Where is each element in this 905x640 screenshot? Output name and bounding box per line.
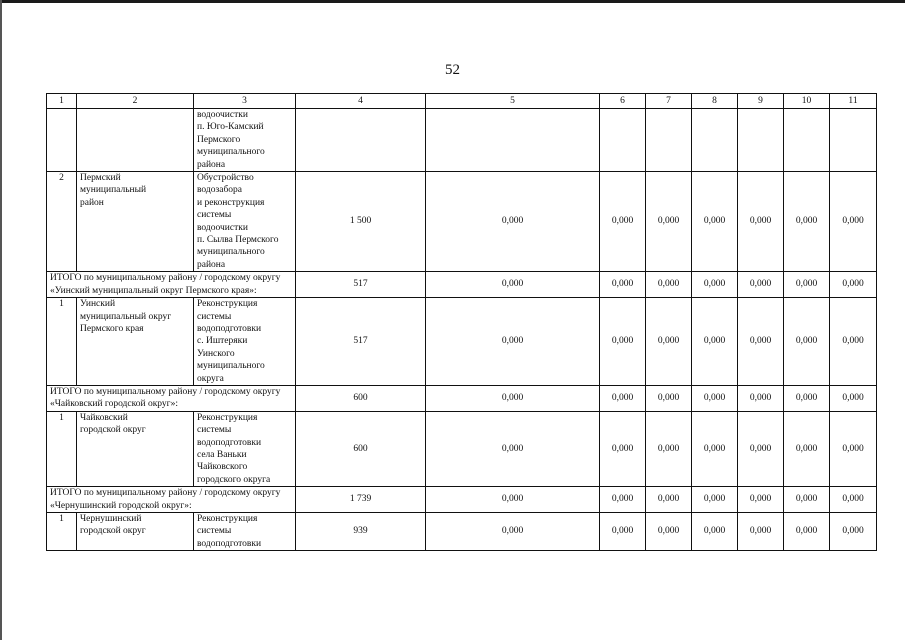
- value-cell: 0,000: [646, 298, 692, 386]
- total-label: ИТОГО по муниципальному району / городскому округу «Чайковский городской округ»:: [47, 385, 296, 411]
- municipality-cell: [77, 298, 194, 386]
- value-cell: 0,000: [692, 272, 738, 298]
- value-cell: 0,000: [600, 513, 646, 551]
- column-header: 4: [296, 94, 426, 109]
- value-cell: 0,000: [784, 298, 830, 386]
- municipality-name: Чайковский городской округ: [80, 412, 146, 436]
- project-name: Реконструкция системы водоподготовки с. Иштеряки Уинского муниципального округа: [197, 299, 265, 384]
- value-cell: 0,000: [426, 411, 600, 486]
- column-header: 2: [77, 94, 194, 109]
- project-cell: [194, 513, 296, 551]
- column-header: 7: [646, 94, 692, 109]
- value-cell: 0,000: [784, 411, 830, 486]
- project-name: водоочистки п. Юго-Камский Пермского муниципального района: [197, 110, 265, 170]
- value-cell: 0,000: [692, 172, 738, 272]
- value-cell: [784, 109, 830, 172]
- value-cell: 0,000: [426, 272, 600, 298]
- value-cell: 0,000: [600, 487, 646, 513]
- scan-edge-left: [0, 0, 2, 640]
- municipality-cell: [77, 411, 194, 486]
- header-row: [47, 94, 877, 109]
- row-index: 2: [47, 172, 77, 272]
- value-cell: 0,000: [646, 385, 692, 411]
- value-cell: 0,000: [426, 385, 600, 411]
- value-cell: 0,000: [646, 513, 692, 551]
- table-row: [47, 411, 877, 486]
- value-cell: 0,000: [738, 487, 784, 513]
- value-cell: 0,000: [646, 487, 692, 513]
- table-row: [47, 298, 877, 386]
- value-cell: 0,000: [784, 272, 830, 298]
- value-cell: 0,000: [830, 272, 877, 298]
- value-cell: 0,000: [830, 298, 877, 386]
- project-cell: [194, 109, 296, 172]
- value-cell: [738, 109, 784, 172]
- value-cell: 1 739: [296, 487, 426, 513]
- column-header: 1: [47, 94, 77, 109]
- value-cell: 600: [296, 385, 426, 411]
- value-cell: 0,000: [600, 385, 646, 411]
- value-cell: [692, 109, 738, 172]
- value-cell: 0,000: [738, 172, 784, 272]
- value-cell: 0,000: [426, 298, 600, 386]
- total-row: [47, 272, 877, 298]
- scan-edge-top: [0, 0, 905, 3]
- value-cell: 0,000: [600, 272, 646, 298]
- table-row: [47, 109, 877, 172]
- value-cell: 0,000: [784, 172, 830, 272]
- value-cell: 0,000: [692, 487, 738, 513]
- column-header: 5: [426, 94, 600, 109]
- value-cell: [600, 109, 646, 172]
- project-name: Реконструкция системы водоподготовки села Ваньки Чайковского городского округа: [197, 412, 271, 485]
- value-cell: 1 500: [296, 172, 426, 272]
- project-cell: [194, 298, 296, 386]
- value-cell: 0,000: [830, 385, 877, 411]
- municipality-cell: [77, 109, 194, 172]
- column-header: 8: [692, 94, 738, 109]
- value-cell: 0,000: [830, 172, 877, 272]
- row-index: 1: [47, 298, 77, 386]
- financing-table: [46, 93, 877, 551]
- total-row: [47, 385, 877, 411]
- project-name: Реконструкция системы водоподготовки: [197, 514, 262, 549]
- value-cell: 0,000: [426, 513, 600, 551]
- value-cell: 517: [296, 298, 426, 386]
- column-header: 3: [194, 94, 296, 109]
- value-cell: 0,000: [830, 487, 877, 513]
- project-name: Обустройство водозабора и реконструкция системы водоочистки п. Сылва Пермского муниципального района: [197, 173, 279, 270]
- value-cell: 0,000: [692, 411, 738, 486]
- value-cell: [830, 109, 877, 172]
- municipality-name: Уинский муниципальный округ Пермского края: [80, 299, 172, 334]
- value-cell: 0,000: [830, 513, 877, 551]
- value-cell: 0,000: [738, 272, 784, 298]
- value-cell: 517: [296, 272, 426, 298]
- value-cell: 600: [296, 411, 426, 486]
- value-cell: 0,000: [738, 385, 784, 411]
- table-row: [47, 172, 877, 272]
- total-label: ИТОГО по муниципальному району / городскому округу «Уинский муниципальный округ Пермского края»:: [47, 272, 296, 298]
- value-cell: 939: [296, 513, 426, 551]
- project-cell: [194, 411, 296, 486]
- value-cell: 0,000: [738, 513, 784, 551]
- page-number: 52: [445, 62, 460, 78]
- value-cell: 0,000: [426, 487, 600, 513]
- column-header: 6: [600, 94, 646, 109]
- value-cell: 0,000: [600, 298, 646, 386]
- value-cell: [646, 109, 692, 172]
- value-cell: 0,000: [738, 298, 784, 386]
- value-cell: 0,000: [830, 411, 877, 486]
- value-cell: 0,000: [646, 411, 692, 486]
- value-cell: 0,000: [646, 272, 692, 298]
- value-cell: 0,000: [738, 411, 784, 486]
- value-cell: 0,000: [692, 298, 738, 386]
- value-cell: 0,000: [600, 411, 646, 486]
- total-row: [47, 487, 877, 513]
- table-row: [47, 513, 877, 551]
- value-cell: 0,000: [692, 513, 738, 551]
- row-index: 1: [47, 411, 77, 486]
- row-index: [47, 109, 77, 172]
- total-label: ИТОГО по муниципальному району / городскому округу «Чернушинский городской округ»:: [47, 487, 296, 513]
- value-cell: 0,000: [692, 385, 738, 411]
- municipality-cell: [77, 172, 194, 272]
- row-index: 1: [47, 513, 77, 551]
- municipality-name: Пермский муниципальный район: [80, 173, 147, 208]
- value-cell: 0,000: [646, 172, 692, 272]
- value-cell: [296, 109, 426, 172]
- municipality-cell: [77, 513, 194, 551]
- value-cell: 0,000: [784, 385, 830, 411]
- municipality-name: Чернушинский городской округ: [80, 514, 146, 537]
- value-cell: 0,000: [600, 172, 646, 272]
- value-cell: 0,000: [784, 513, 830, 551]
- column-header: 11: [830, 94, 877, 109]
- value-cell: 0,000: [784, 487, 830, 513]
- column-header: 10: [784, 94, 830, 109]
- value-cell: 0,000: [426, 172, 600, 272]
- value-cell: [426, 109, 600, 172]
- column-header: 9: [738, 94, 784, 109]
- project-cell: [194, 172, 296, 272]
